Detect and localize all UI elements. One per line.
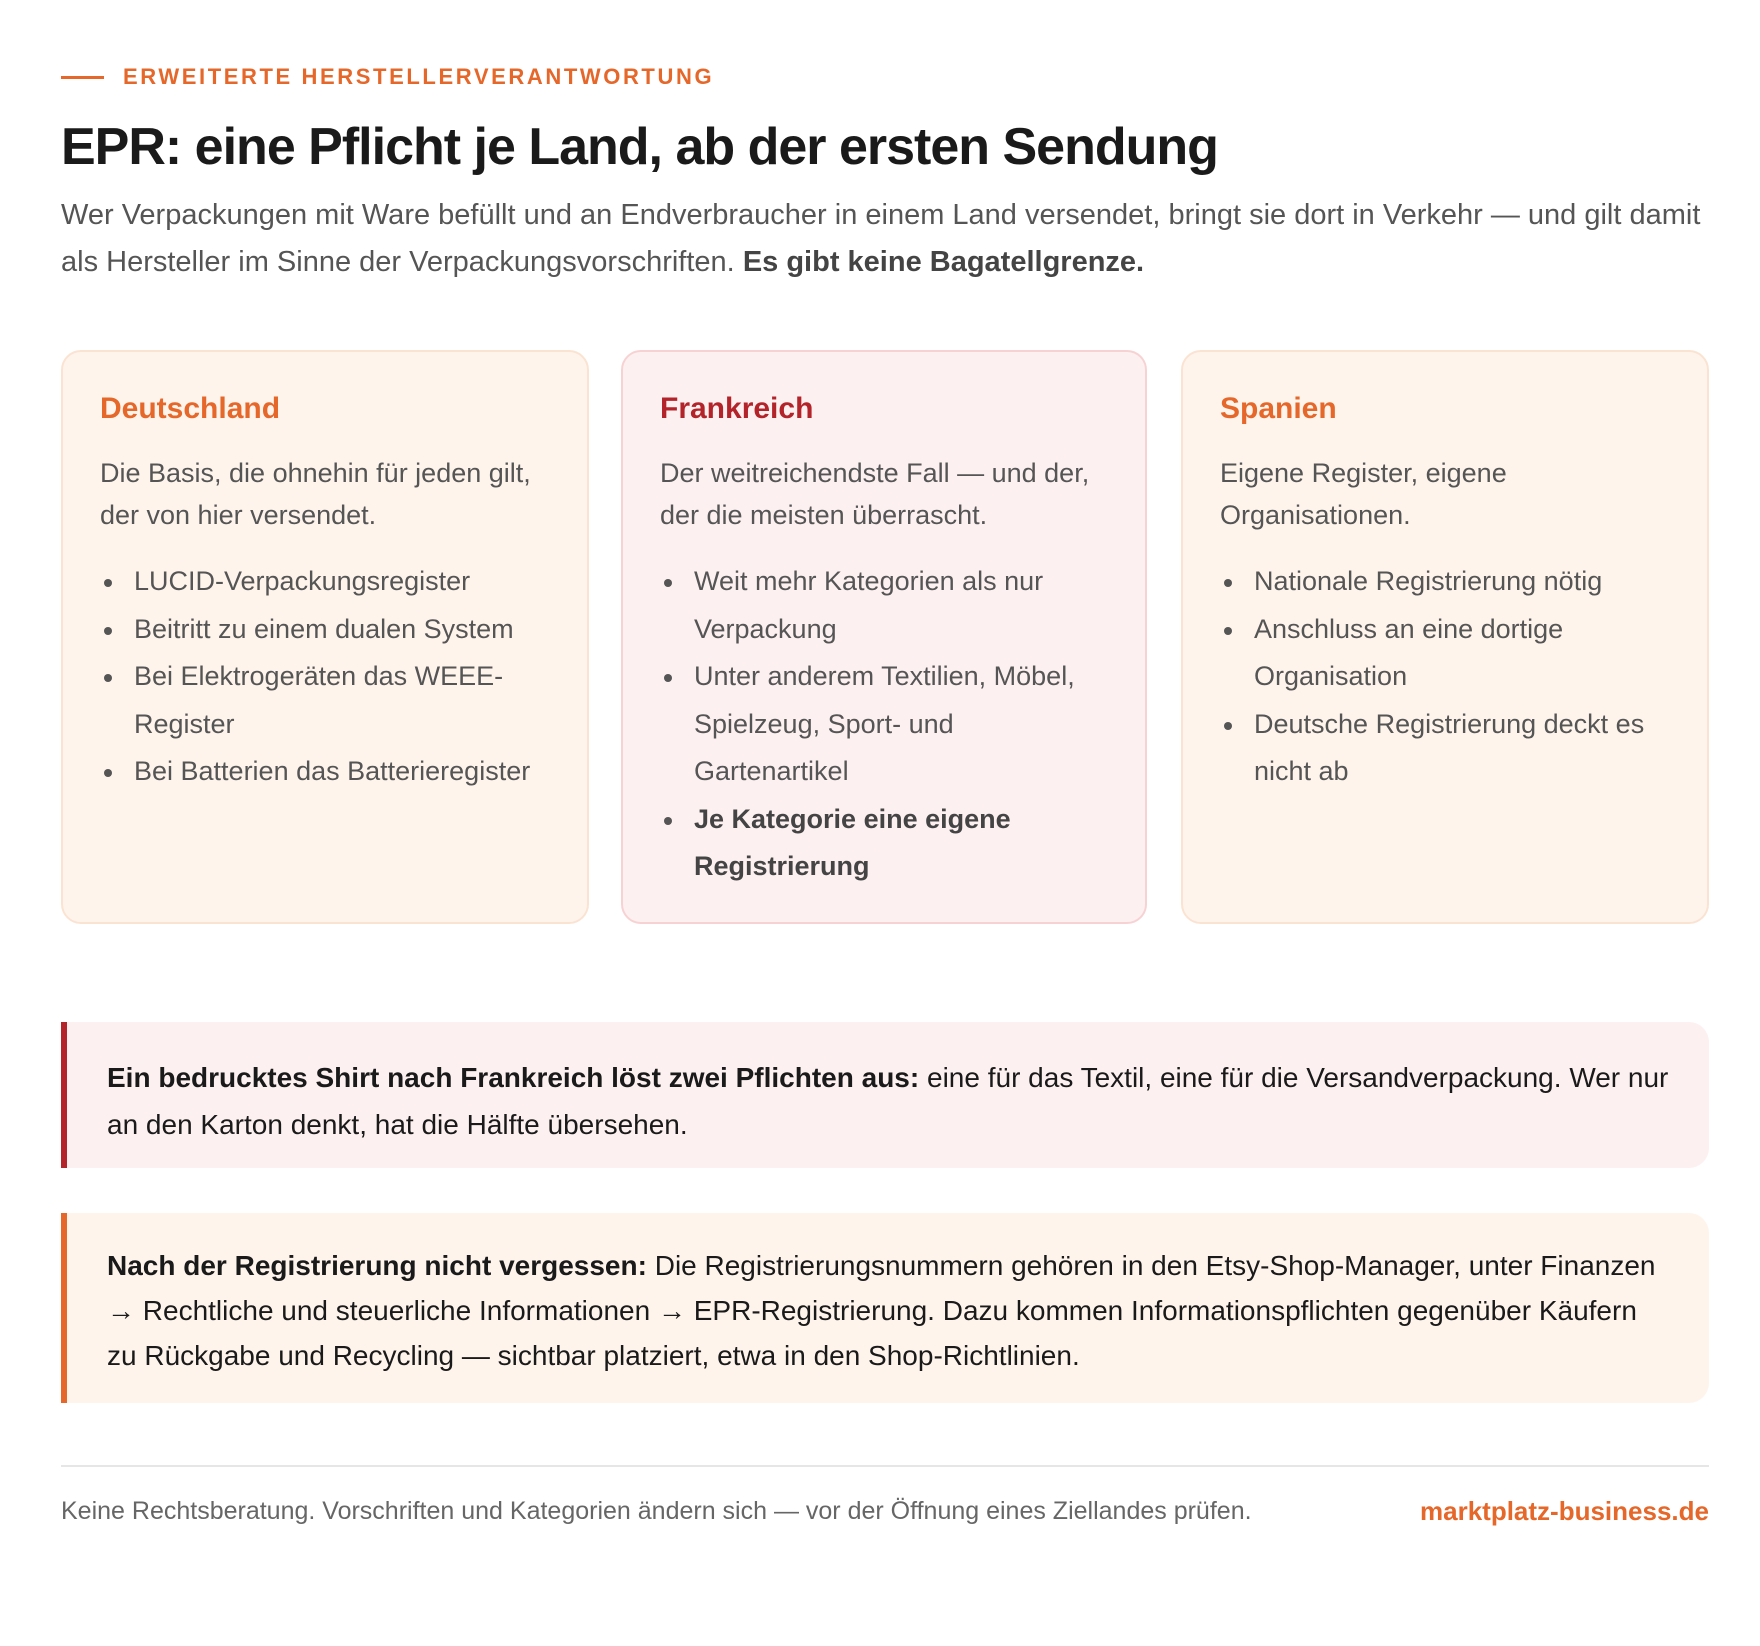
footer-divider: [61, 1465, 1709, 1467]
list-item: Deutsche Registrierung deckt es nicht ab: [1220, 701, 1677, 796]
footer-disclaimer: Keine Rechtsberatung. Vorschriften und Kategorien ändern sich — vor der Öffnung eines Ziellandes prüfen.: [61, 1497, 1252, 1525]
list-item: LUCID-Verpackungsregister: [100, 558, 557, 606]
card-list: [1220, 558, 1677, 796]
list-item: Weit mehr Kategorien als nur Verpackung: [660, 558, 1115, 653]
callout-registration-note: [61, 1213, 1709, 1403]
list-item: Beitritt zu einem dualen System: [100, 606, 557, 654]
list-item: Nationale Registrierung nötig: [1220, 558, 1677, 606]
list-item: Unter anderem Textilien, Möbel, Spielzeug, Sport- und Gartenartikel: [660, 653, 1115, 796]
card-title: Frankreich: [660, 392, 814, 425]
list-item: Je Kategorie eine eigene Registrierung: [660, 796, 1115, 891]
card-intro: Eigene Register, eigene Organisationen.: [1220, 458, 1507, 530]
card-frankreich: [621, 350, 1147, 924]
eyebrow-line: [61, 76, 104, 79]
list-item: Bei Elektrogeräten das WEEE-Register: [100, 653, 557, 748]
card-deutschland: [61, 350, 589, 924]
callout-strong: Ein bedrucktes Shirt nach Frankreich löst zwei Pflichten aus:: [107, 1062, 920, 1093]
callout-text: Die Registrierungsnummern gehören in den Etsy-Shop-Manager, unter Finanzen → Rechtliche und steuerliche Informationen → EPR-Registrierung. Dazu kommen Informationspflichten gegenüber Käufern zu Rückgabe und Recycling — sichtbar platziert, etwa in den Shop-Richtlinien.: [107, 1250, 1656, 1371]
card-spanien: [1181, 350, 1709, 924]
list-item: Bei Batterien das Batterieregister: [100, 748, 557, 796]
lead-strong: Es gibt keine Bagatellgrenze.: [742, 246, 1145, 278]
card-list: [100, 558, 557, 796]
card-title: Spanien: [1220, 392, 1337, 425]
callout-strong: Nach der Registrierung nicht vergessen:: [107, 1250, 647, 1281]
card-list: [660, 558, 1115, 891]
card-intro: Der weitreichendste Fall — und der, der die meisten überrascht.: [660, 458, 1090, 530]
card-title: Deutschland: [100, 392, 281, 425]
eyebrow-text: ERWEITERTE HERSTELLERVERANTWORTUNG: [123, 64, 715, 89]
lead-text: Wer Verpackungen mit Ware befüllt und an Endverbraucher in einem Land versendet, bringt sie dort in Verkehr — und gilt damit als Hersteller im Sinne der Verpackungsvorschriften.: [61, 199, 1701, 278]
footer-brand-link[interactable]: marktplatz-business.de: [1420, 1496, 1709, 1526]
card-intro: Die Basis, die ohnehin für jeden gilt, der von hier versendet.: [100, 458, 531, 530]
callout-france-example: [61, 1022, 1709, 1168]
page-title: EPR: eine Pflicht je Land, ab der ersten Sendung: [61, 118, 1218, 176]
eyebrow: [61, 64, 714, 90]
callout-text: eine für das Textil, eine für die Versandverpackung. Wer nur an den Karton denkt, hat die Hälfte übersehen.: [107, 1062, 1669, 1140]
list-item: Anschluss an eine dortige Organisation: [1220, 606, 1677, 701]
lead-paragraph: [61, 192, 1721, 286]
